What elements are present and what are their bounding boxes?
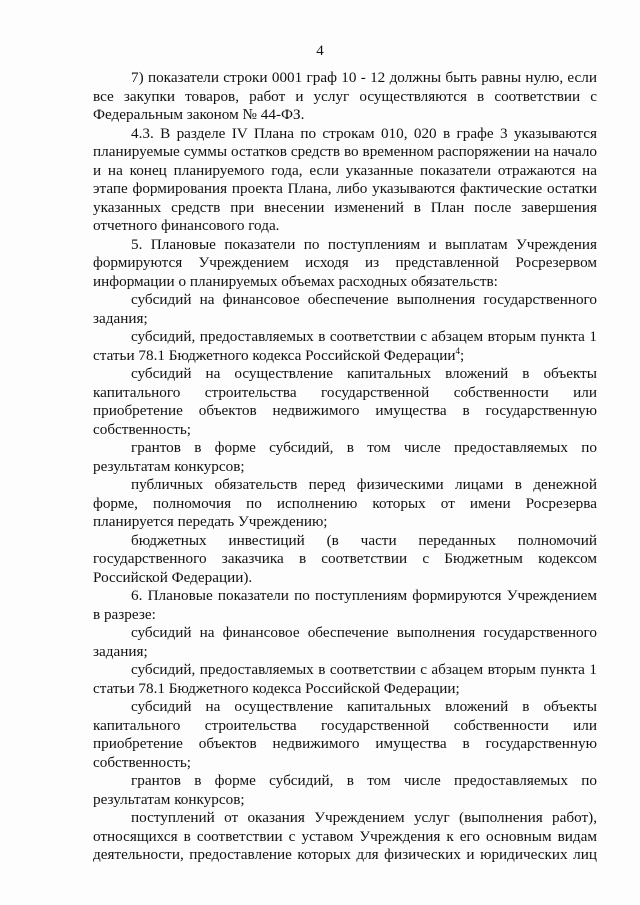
paragraph-with-footnote	[93, 328, 597, 365]
paragraph: субсидий на финансовое обеспечение выполнения государственного задания;	[93, 624, 597, 660]
paragraph: субсидий на осуществление капитальных вложений в объекты капитального строительства государственной собственности или приобретение объектов недвижимого имущества в государственную собственность;	[93, 698, 597, 771]
paragraph-tail: ;	[460, 346, 465, 364]
paragraph: бюджетных инвестиций (в части переданных полномочий государственного заказчика в соответствии с Бюджетным кодексом Российской Федерации).	[93, 531, 597, 586]
paragraph: грантов в форме субсидий, в том числе предоставляемых по результатам конкурсов;	[93, 439, 597, 475]
paragraph-text: субсидий, предоставляемых в соответствии с абзацем вторым пункта 1 статьи 78.1 Бюджетного кодекса Российской Федерации	[93, 328, 597, 364]
paragraph: 4.3. В разделе IV Плана по строкам 010, 020 в графе 3 указываются планируемые суммы остатков средств во временном распоряжении на начало и на конец планируемого года, если указанные показатели отражаются на этапе формирования проекта Плана, либо указываются фактические остатки указанных средств при внесении изменений в План после завершения отчетного финансового года.	[93, 124, 597, 234]
paragraph: 6. Плановые показатели по поступлениям формируются Учреждением в разрезе:	[93, 587, 597, 623]
paragraph: 7) показатели строки 0001 граф 10 - 12 должны быть равны нулю, если все закупки товаров, работ и услуг осуществляются в соответствии с Федеральным законом № 44-ФЗ.	[93, 69, 597, 123]
body-text	[93, 69, 597, 865]
paragraph: публичных обязательств перед физическими лицами в денежной форме, полномочия по исполнению которых от имени Росрезерва планируется передать Учреждению;	[93, 476, 597, 530]
paragraph: субсидий на финансовое обеспечение выполнения государственного задания;	[93, 291, 597, 327]
page-number: 4	[316, 43, 324, 59]
paragraph: 5. Плановые показатели по поступлениям и выплатам Учреждения формируются Учреждением исходя из представленной Росрезервом информации о планируемых объемах расходных обязательств:	[93, 235, 597, 290]
paragraph: субсидий, предоставляемых в соответствии с абзацем вторым пункта 1 статьи 78.1 Бюджетного кодекса Российской Федерации;	[93, 661, 597, 697]
paragraph: грантов в форме субсидий, в том числе предоставляемых по результатам конкурсов;	[93, 772, 597, 808]
paragraph: субсидий на осуществление капитальных вложений в объекты капитального строительства государственной собственности или приобретение объектов недвижимого имущества в государственную собственность;	[93, 365, 597, 438]
paragraph: поступлений от оказания Учреждением услуг (выполнения работ), относящихся в соответствии с уставом Учреждения к его основным видам деятельности, предоставление которых для физических и юридических лиц	[93, 809, 597, 863]
footnote-reference: 4	[455, 345, 460, 356]
